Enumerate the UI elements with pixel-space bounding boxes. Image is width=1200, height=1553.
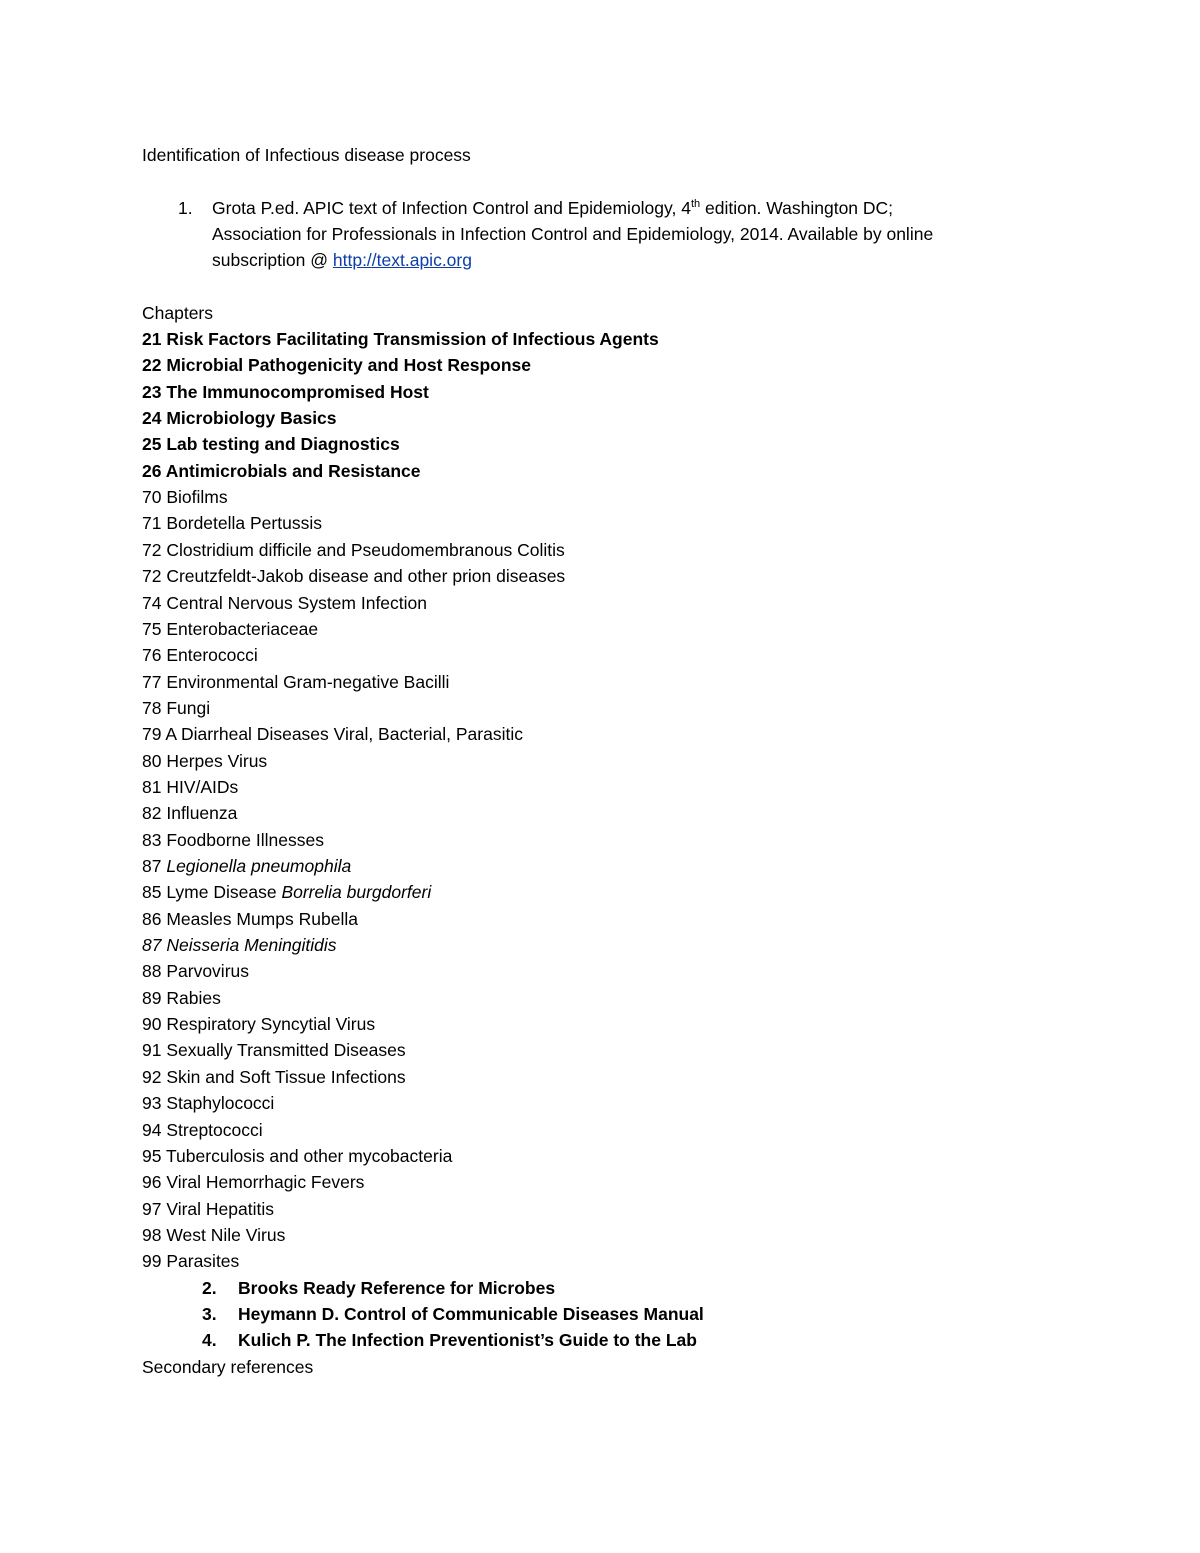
chapter-item xyxy=(142,1222,285,1248)
chapter-item xyxy=(142,642,258,668)
chapter-item xyxy=(142,458,421,484)
chapter-item xyxy=(142,405,337,431)
reference-1-text-b: edition. Washington DC; xyxy=(700,198,894,218)
chapter-item xyxy=(142,879,431,905)
chapter-item xyxy=(142,1011,375,1037)
chapter-item xyxy=(142,326,659,352)
chapter-title: Sexually Transmitted Diseases xyxy=(166,1040,406,1061)
chapter-number: 95 xyxy=(142,1145,162,1166)
secondary-references-label: Secondary references xyxy=(142,1356,314,1377)
chapter-number: 23 xyxy=(142,381,162,402)
chapter-title: West Nile Virus xyxy=(166,1224,286,1245)
chapter-number: 74 xyxy=(142,592,162,613)
apic-link[interactable]: http://text.apic.org xyxy=(332,250,472,270)
chapter-item xyxy=(142,1037,406,1063)
chapter-title: Lyme Disease xyxy=(166,882,277,903)
chapter-number: 70 xyxy=(142,487,162,508)
chapter-number: 98 xyxy=(142,1224,162,1245)
reference-1-line-3 xyxy=(212,247,472,273)
chapter-title: Microbiology Basics xyxy=(166,408,337,429)
chapter-title: Clostridium difficile and Pseudomembranous Colitis xyxy=(166,539,565,560)
chapter-number: 92 xyxy=(142,1066,162,1087)
chapter-item xyxy=(142,853,351,879)
chapter-item xyxy=(142,932,337,958)
chapter-title-italic: Borrelia burgdorferi xyxy=(281,882,432,903)
reference-1-superscript: th xyxy=(690,198,701,211)
chapter-number: 77 xyxy=(142,671,162,692)
chapter-number: 86 xyxy=(142,908,162,929)
chapter-item xyxy=(142,1248,239,1274)
chapter-number: 83 xyxy=(142,829,162,850)
reference-number: 3. xyxy=(202,1303,217,1324)
reference-text: Kulich P. The Infection Preventionist’s Guide to the Lab xyxy=(238,1330,697,1351)
chapter-item xyxy=(142,958,249,984)
chapter-number: 22 xyxy=(142,355,162,376)
chapter-number: 79 xyxy=(142,724,162,745)
reference-1-line-1 xyxy=(178,195,893,221)
chapter-number: 71 xyxy=(142,513,162,534)
chapter-item xyxy=(142,1064,406,1090)
reference-1-number: 1. xyxy=(178,198,193,218)
chapter-item xyxy=(142,827,324,853)
chapter-number: 75 xyxy=(142,618,162,639)
reference-item xyxy=(202,1275,555,1301)
reference-number: 2. xyxy=(202,1277,217,1298)
chapter-title: Microbial Pathogenicity and Host Response xyxy=(166,355,531,376)
chapter-item xyxy=(142,774,238,800)
chapter-item xyxy=(142,431,400,457)
chapter-item xyxy=(142,906,358,932)
chapter-number: 72 xyxy=(142,566,162,587)
chapter-item xyxy=(142,563,565,589)
chapter-title: Skin and Soft Tissue Infections xyxy=(166,1066,406,1087)
chapter-title: Bordetella Pertussis xyxy=(166,513,322,534)
chapter-number: 80 xyxy=(142,750,162,771)
chapter-number: 89 xyxy=(142,987,162,1008)
chapter-item xyxy=(142,669,449,695)
chapter-number: 90 xyxy=(142,1014,162,1035)
chapter-item xyxy=(142,379,429,405)
reference-1-prefix: subscription @ xyxy=(212,250,333,270)
chapter-item xyxy=(142,352,531,378)
chapter-title: Streptococci xyxy=(166,1119,263,1140)
chapter-title: Foodborne Illnesses xyxy=(166,829,324,850)
reference-item xyxy=(202,1327,697,1353)
reference-text: Brooks Ready Reference for Microbes xyxy=(238,1277,556,1298)
chapter-number: 82 xyxy=(142,803,162,824)
chapter-item xyxy=(142,800,237,826)
chapter-item xyxy=(142,1090,274,1116)
chapter-item xyxy=(142,1143,452,1169)
chapter-item xyxy=(142,537,565,563)
chapter-title: Enterobacteriaceae xyxy=(166,618,319,639)
chapter-title: Tuberculosis and other mycobacteria xyxy=(166,1145,453,1166)
chapter-title: The Immunocompromised Host xyxy=(166,381,429,402)
chapter-number: 93 xyxy=(142,1093,162,1114)
chapter-number: 72 xyxy=(142,539,162,560)
chapter-title: Parvovirus xyxy=(166,961,250,982)
chapter-item xyxy=(142,616,318,642)
chapter-item xyxy=(142,695,210,721)
chapter-number: 81 xyxy=(142,776,162,797)
chapter-item xyxy=(142,1169,364,1195)
chapter-item xyxy=(142,510,322,536)
chapter-number: 94 xyxy=(142,1119,162,1140)
chapter-title: Herpes Virus xyxy=(166,750,268,771)
reference-text: Heymann D. Control of Communicable Diseases Manual xyxy=(238,1303,704,1324)
chapter-title: Neisseria Meningitidis xyxy=(166,935,337,956)
chapter-title: Creutzfeldt-Jakob disease and other prion diseases xyxy=(166,566,566,587)
chapter-number: 76 xyxy=(142,645,162,666)
chapter-title: Antimicrobials and Resistance xyxy=(165,460,421,481)
chapters-label: Chapters xyxy=(142,303,214,323)
chapter-number: 21 xyxy=(142,329,162,349)
chapter-number: 96 xyxy=(142,1172,162,1193)
chapter-title: Parasites xyxy=(166,1251,240,1272)
chapter-number: 87 xyxy=(142,935,162,956)
chapter-number: 78 xyxy=(142,697,162,718)
chapter-title: A Diarrheal Diseases Viral, Bacterial, Parasitic xyxy=(165,724,523,745)
chapter-title: Fungi xyxy=(166,697,211,718)
chapter-item xyxy=(142,590,427,616)
chapter-number: 87 xyxy=(142,856,162,876)
chapter-number: 99 xyxy=(142,1251,162,1272)
chapter-number: 25 xyxy=(142,434,162,455)
chapter-item xyxy=(142,721,523,747)
chapter-title: Staphylococci xyxy=(166,1093,275,1114)
chapter-item xyxy=(142,985,221,1011)
chapter-number: 24 xyxy=(142,408,162,429)
chapter-title: Respiratory Syncytial Virus xyxy=(166,1014,376,1035)
chapter-item xyxy=(142,748,267,774)
reference-number: 4. xyxy=(202,1330,217,1351)
chapter-title: Influenza xyxy=(166,803,238,824)
chapter-title: Lab testing and Diagnostics xyxy=(166,434,400,455)
chapter-item xyxy=(142,1196,274,1222)
chapter-title: Viral Hepatitis xyxy=(166,1198,274,1219)
chapter-title: Enterococci xyxy=(166,645,258,666)
chapter-number: 88 xyxy=(142,961,162,982)
reference-1-line-2: Association for Professionals in Infection Control and Epidemiology, 2014. Available by online xyxy=(212,224,934,244)
chapter-title: Legionella pneumophila xyxy=(166,856,352,876)
chapter-title: Viral Hemorrhagic Fevers xyxy=(166,1172,365,1193)
reference-1-text-a: Grota P.ed. APIC text of Infection Control and Epidemiology, 4 xyxy=(212,198,691,218)
chapter-title: HIV/AIDs xyxy=(166,776,239,797)
chapter-number: 91 xyxy=(142,1040,162,1061)
chapter-number: 85 xyxy=(142,882,162,903)
chapter-number: 97 xyxy=(142,1198,162,1219)
chapter-number: 26 xyxy=(142,460,162,481)
reference-item xyxy=(202,1301,704,1327)
chapter-title: Central Nervous System Infection xyxy=(166,592,428,613)
chapter-item xyxy=(142,484,228,510)
chapter-title: Measles Mumps Rubella xyxy=(166,908,358,929)
chapter-title: Biofilms xyxy=(166,487,228,508)
chapter-title: Environmental Gram-negative Bacilli xyxy=(166,671,450,692)
chapter-title: Rabies xyxy=(166,987,221,1008)
chapter-title: Risk Factors Facilitating Transmission of Infectious Agents xyxy=(166,329,659,349)
document-heading: Identification of Infectious disease process xyxy=(142,145,471,165)
chapter-item xyxy=(142,1117,263,1143)
